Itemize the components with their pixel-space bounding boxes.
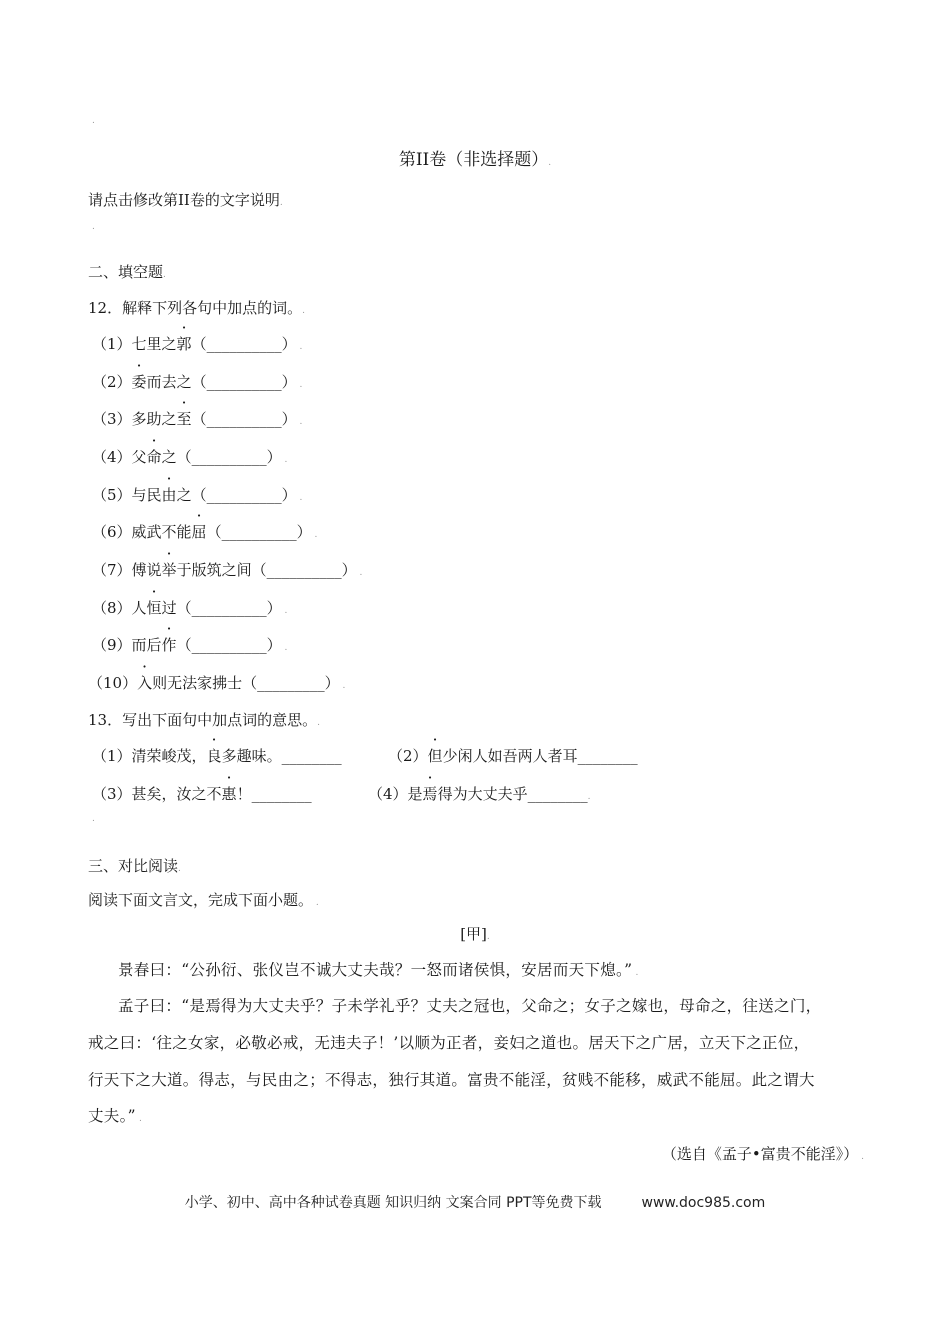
q12-item: （4）父命之（__________） . [92, 448, 288, 466]
passage-source: （选自《孟子•富贵不能淫》） . [661, 1145, 864, 1163]
passage-label: [甲]. [460, 925, 490, 943]
q13-item: （3）甚矣，汝之不惠！________ [92, 785, 312, 803]
q12-item: （9）而后作（__________） . [92, 636, 288, 654]
q12-item: （5）与民由之（__________） . [92, 486, 303, 504]
q12-item: （10）入则无法家拂士（_________） . [88, 674, 346, 692]
section-note: 请点击修改第II卷的文字说明. [88, 191, 283, 209]
passage-paragraph: 戒之曰：‘往之女家，必敬必戒，无违夫子！’以顺为正者，妾妇之道也。居天下之广居，立天下之正位， [88, 1034, 810, 1052]
passage-paragraph: 丈夫。” . [88, 1107, 143, 1125]
q13-prompt: 13．写出下面句中加点词的意思。. [88, 711, 320, 729]
q12-item: （6）威武不能屈（__________） . [92, 523, 318, 541]
q12-item: （1）七里之郭（__________） . [92, 335, 303, 353]
q12-item: （3）多助之至（__________） . [92, 410, 303, 428]
q12-item: （7）傅说举于版筑之间（__________） . [92, 561, 363, 579]
passage-paragraph: 孟子曰：“是焉得为大丈夫乎？子未学礼乎？丈夫之冠也，父命之；女子之嫁也，母命之，往送之门， [118, 997, 822, 1015]
q12-prompt: 12．解释下列各句中加点的词。. [88, 299, 305, 317]
q13-item: （1）清荣峻茂，良多趣味。________ [92, 747, 342, 765]
passage-paragraph: 行天下之大道。得志，与民由之；不得志，独行其道。富贵不能淫，贫贱不能移，威武不能屈。此之谓大 [88, 1071, 815, 1089]
section-heading: 第II卷（非选择题）. [398, 150, 552, 170]
blank-paragraph-mark: . [92, 116, 95, 126]
footer-site-link[interactable]: www.doc985.com [641, 1195, 766, 1211]
passage-paragraph: 景春曰：“公孙衍、张仪岂不诚大丈夫哉？一怒而诸侯惧，安居而天下熄。” . [118, 961, 639, 979]
section3-instruction: 阅读下面文言文，完成下面小题。 . [88, 891, 319, 909]
footer-text: 小学、初中、高中各种试卷真题 知识归纳 文案合同 PPT等免费下载 [184, 1195, 602, 1211]
q13-item: （2）但少闲人如吾两人者耳________ [388, 747, 638, 765]
q12-item: （2）委而去之（__________） . [92, 373, 303, 391]
section3-title: 三、对比阅读. [88, 857, 181, 875]
q13-item: （4）是焉得为大丈夫乎________. [368, 785, 591, 803]
blank-paragraph-mark: . [92, 222, 95, 232]
q12-item: （8）人恒过（__________） . [92, 599, 288, 617]
section2-title: 二、填空题. [88, 263, 166, 281]
blank-paragraph-mark: . [92, 814, 95, 824]
page-footer [0, 1192, 950, 1212]
